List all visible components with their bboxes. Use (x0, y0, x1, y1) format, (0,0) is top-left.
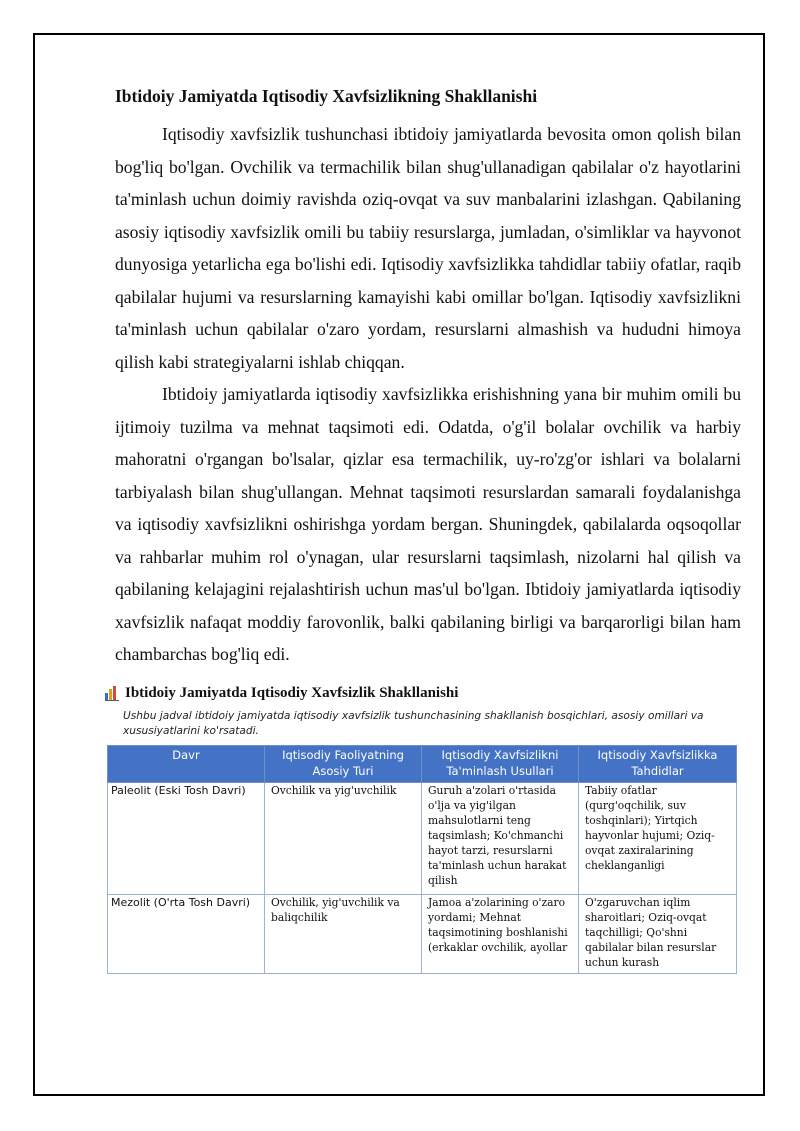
column-header-activity: Iqtisodiy Faoliyatning Asosiy Turi (265, 745, 422, 782)
table-section (105, 683, 741, 974)
column-header-period: Davr (108, 745, 265, 782)
paragraph-2: Ibtidoiy jamiyatlarda iqtisodiy xavfsizlikka erishishning yana bir muhim omili bu ijtimoiy tuzilma va mehnat taqsimoti edi. Odatda, o'g'il bolalar ovchilik va harbiy mahoratni o'rgangan bo'lsalar, qizlar esa termachilik, uy-ro'zg'or ishlari va bolalarni tarbiyalash bilan shug'ullangan. Mehnat taqsimoti resurslardan samarali foydalanishga va iqtisodiy xavfsizlikni oshirishga yordam bergan. Shuningdek, qabilalarda oqsoqollar va rahbarlar muhim rol o'ynagan, ular resurslarni taqsimlash, nizolarni hal qilish va qabilaning kelajagini rejalashtirish uchun mas'ul bo'lgan. Ibtidoiy jamiyatlarda iqtisodiy xavfsizlik nafaqat moddiy farovonlik, balki qabilaning birligi va barqarorligi bilan ham chambarchas bog'liq edi. (115, 384, 741, 664)
table-cell-threats: Tabiiy ofatlar (qurg'oqchilik, suv toshqinlari); Yirtqich hayvonlar hujumi; Oziq-ovqat zaxiralarining cheklanganligi (579, 782, 737, 894)
table-cell-threats: O'zgaruvchan iqlim sharoitlari; Oziq-ovqat taqchilligi; Qo'shni qabilalar bilan resurslar uchun kurash (579, 894, 737, 973)
table-title: Ibtidoiy Jamiyatda Iqtisodiy Xavfsizlik Shakllanishi (125, 684, 459, 701)
table-title-row (105, 683, 741, 703)
table-cell-methods: Guruh a'zolari o'rtasida o'lja va yig'ilgan mahsulotlarni teng taqsimlash; Ko'chmanchi hayot tarzi, resurslarni ta'minlash uchun harakat qilish (422, 782, 579, 894)
table-header-row (108, 745, 737, 782)
column-header-methods: Iqtisodiy Xavfsizlikni Ta'minlash Usullari (422, 745, 579, 782)
table-cell-period: Paleolit (Eski Tosh Davri) (108, 782, 265, 894)
table-caption: Ushbu jadval ibtidoiy jamiyatda iqtisodiy xavfsizlik tushunchasining shakllanish bosqichlari, asosiy omillari va xususiyatlarini ko'rsatadi. (123, 709, 704, 737)
document-body (111, 84, 741, 974)
table-cell-methods: Jamoa a'zolarining o'zaro yordami; Mehnat taqsimotining boshlanishi (erkaklar ovchilik, ayollar (422, 894, 579, 973)
column-header-threats: Iqtisodiy Xavfsizlikka Tahdidlar (579, 745, 737, 782)
table-cell-period: Mezolit (O'rta Tosh Davri) (108, 894, 265, 973)
bar-chart-icon (105, 686, 119, 700)
table-row (108, 894, 737, 973)
data-table (107, 745, 737, 974)
table-cell-activity: Ovchilik, yig'uvchilik va baliqchilik (265, 894, 422, 973)
paragraph-1: Iqtisodiy xavfsizlik tushunchasi ibtidoiy jamiyatlarda bevosita omon qolish bilan bog'liq bo'lgan. Ovchilik va termachilik bilan shug'ullanadigan qabilalar o'z hayotlarini ta'minlash uchun doimiy ravishda oziq-ovqat va suv manbalarini izlashgan. Qabilaning asosiy iqtisodiy xavfsizlik omili bu tabiiy resurslarga, jumladan, o'simliklar va hayvonot dunyosiga yetarlicha ega bo'lishi edi. Iqtisodiy xavfsizlikka tahdidlar tabiiy ofatlar, raqib qabilalar hujumi va resurslarning kamayishi kabi omillar bo'lgan. Iqtisodiy xavfsizlikni ta'minlash uchun qabilalar o'zaro yordam, resurslarni almashish va hududni himoya qilish kabi strategiyalarni ishlab chiqqan. (115, 124, 741, 372)
table-cell-activity: Ovchilik va yig'uvchilik (265, 782, 422, 894)
section-heading: Ibtidoiy Jamiyatda Iqtisodiy Xavfsizlikning Shakllanishi (115, 86, 538, 106)
table-row (108, 782, 737, 894)
